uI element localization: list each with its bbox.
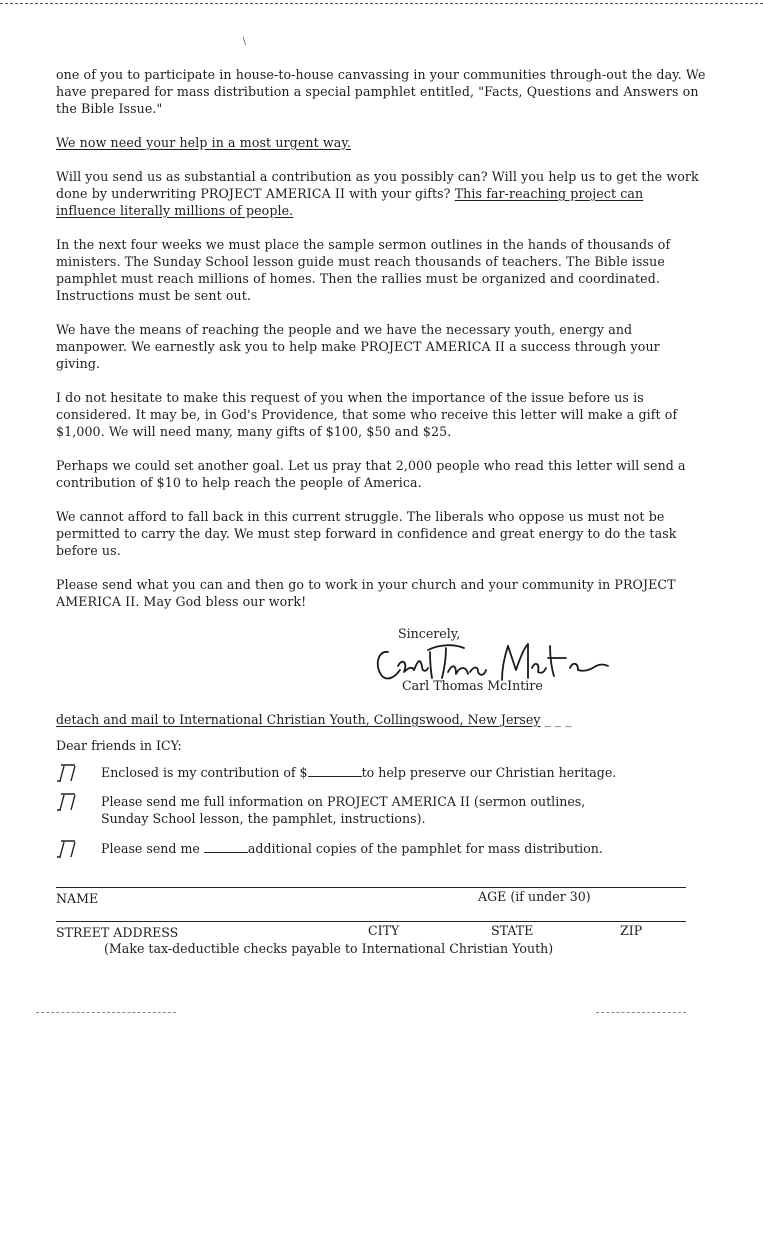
paragraph-struggle: We cannot afford to fall back in this current struggle. The liberals who oppose us must not be permitted to carry the day. We must step forward in confidence and great energy to do the task before us.	[56, 509, 677, 558]
address-field-line[interactable]	[56, 921, 686, 922]
zip-label: ZIP	[620, 923, 643, 938]
name-field-line[interactable]	[56, 887, 686, 888]
copies-count-field[interactable]	[204, 840, 248, 853]
paragraph-contribution	[56, 168, 706, 219]
paragraph-means: We have the means of reaching the people and we have the necessary youth, energy and manpower. We earnestly ask you to help make PROJECT AMERICA II a success through your giving.	[56, 322, 660, 371]
state-label: STATE	[491, 923, 534, 938]
paragraph-goal: Perhaps we could set another goal. Let us pray that 2,000 people who read this letter will send a contribution of $10 to help reach the people of America.	[56, 458, 686, 490]
perforation-line-bottom-left	[36, 1012, 176, 1013]
checkbox-contribution[interactable]	[56, 764, 76, 782]
closing-salutation: Sincerely,	[398, 626, 461, 641]
checkbox-full-information[interactable]	[56, 793, 76, 811]
option-full-information-line2: Sunday School lesson, the pamphlet, instructions).	[101, 811, 426, 826]
form-salutation: Dear friends in ICY:	[56, 738, 182, 753]
option-full-information-line1: Please send me full information on PROJECT AMERICA II (sermon outlines,	[101, 794, 586, 809]
detach-dashes: _ _ _	[544, 712, 572, 727]
stray-mark: /	[240, 36, 250, 47]
signature-lettering: Carl Thomas McIntire	[374, 636, 386, 637]
city-label: CITY	[368, 923, 400, 938]
contribution-amount-field[interactable]	[308, 764, 362, 777]
option-contribution-label: Enclosed is my contribution of $	[101, 765, 308, 780]
letter-body	[56, 66, 706, 627]
name-label: NAME	[56, 891, 99, 906]
signature-block	[374, 626, 624, 696]
age-label: AGE (if under 30)	[478, 889, 591, 904]
option-additional-copies-label-end: additional copies of the pamphlet for mass distribution.	[247, 841, 603, 856]
detach-instruction	[56, 712, 571, 727]
paragraph-closing: Please send what you can and then go to work in your church and your community in PROJECT AMERICA II. May God bless our work!	[56, 577, 676, 609]
perforation-line-top	[0, 3, 763, 4]
option-contribution-label-end: to help preserve our Christian heritage.	[361, 765, 617, 780]
typed-signer-name: Carl Thomas McIntire	[402, 678, 543, 693]
checks-payable-note: (Make tax-deductible checks payable to International Christian Youth)	[104, 941, 554, 956]
contribution-underlined-text: This far-reaching project can influence literally millions of people.	[56, 186, 644, 218]
paragraph-request: I do not hesitate to make this request of you when the importance of the issue before us is considered. It may be, in God's Providence, that some who receive this letter will make a gift of $1,000. We will need many, many gifts of $100, $50 and $25.	[56, 390, 678, 439]
paragraph-canvassing: one of you to participate in house-to-house canvassing in your communities through-out the day. We have prepared for mass distribution a special pamphlet entitled, "Facts, Questions and Answers on the Bible Issue."	[56, 67, 706, 116]
paragraph-next-four-weeks: In the next four weeks we must place the sample sermon outlines in the hands of thousands of ministers. The Sunday School lesson guide must reach thousands of teachers. The Bible issue pamphlet must reach millions of homes. Then the rallies must be organized and coordinated. Instructions must be sent out.	[56, 237, 671, 303]
street-address-label: STREET ADDRESS	[56, 925, 179, 940]
option-additional-copies-label: Please send me	[101, 841, 200, 856]
handwritten-signature	[374, 636, 614, 684]
contribution-text: Will you send us as substantial a contribution as you possibly can? Will you help us to get the work done by underwriting PROJECT AMERICA II with your gifts?	[56, 169, 699, 201]
checkbox-additional-copies[interactable]	[56, 840, 76, 858]
mailing-address-line: detach and mail to International Christian Youth, Collingswood, New Jersey	[56, 712, 541, 727]
perforation-line-bottom-right	[596, 1012, 686, 1013]
paragraph-urgent-appeal: We now need your help in a most urgent way.	[56, 135, 351, 150]
